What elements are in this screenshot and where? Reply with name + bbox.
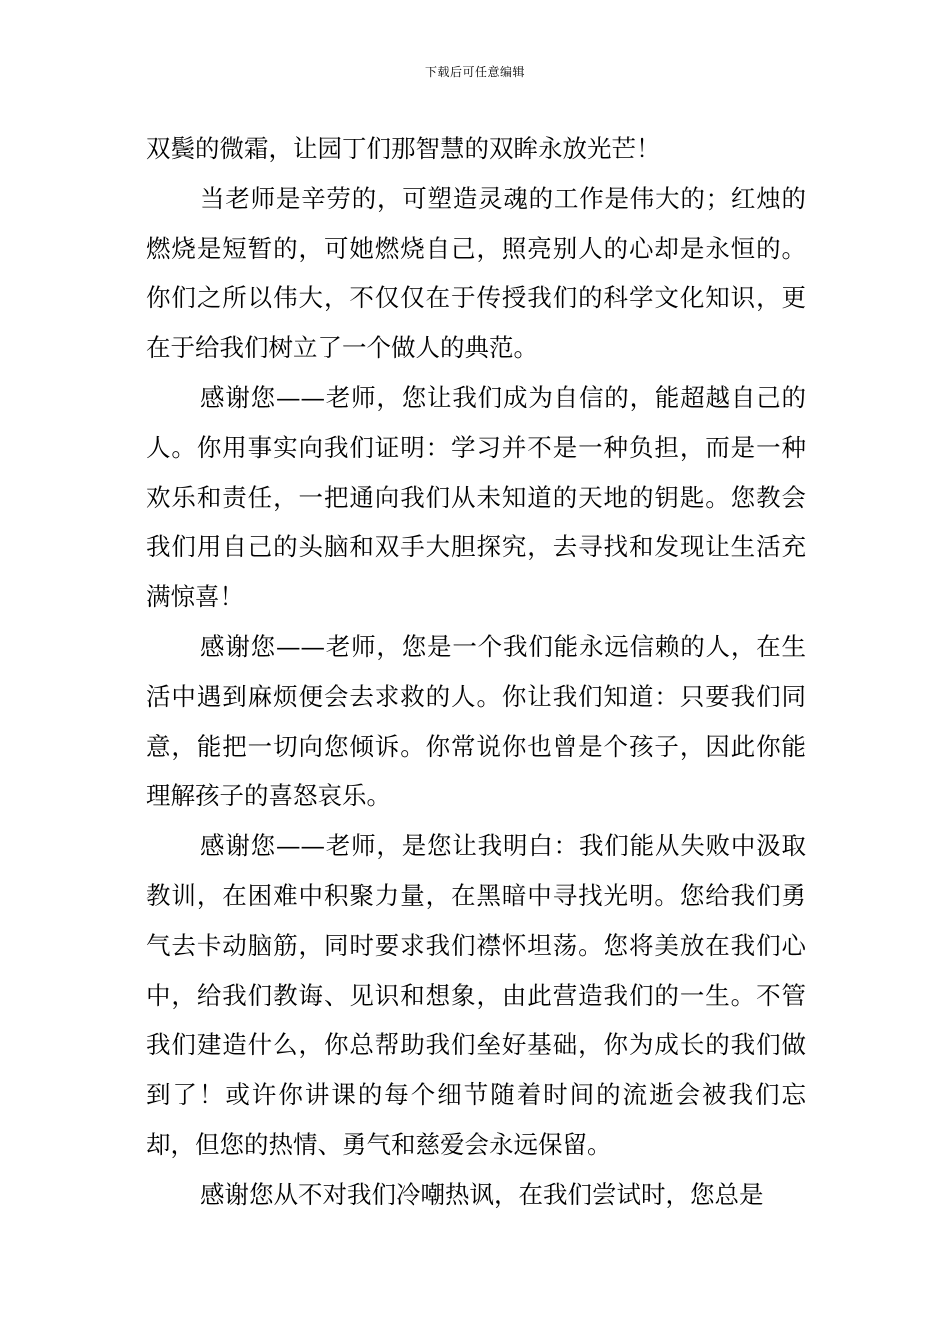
paragraph-6: 感谢您从不对我们冷嘲热讽，在我们尝试时，您总是	[200, 1179, 764, 1209]
paragraph-1: 双鬓的微霜，让园丁们那智慧的双眸永放光芒！	[146, 134, 661, 163]
page-header: 下载后可任意编辑	[424, 65, 525, 79]
paragraph-2: 当老师是辛劳的，可塑造灵魂的工作是伟大的；红烛的燃烧是短暂的，可她燃烧自己，照亮别人的心却是永恒的。你们之所以伟大，不仅仅在于传授我们的科学文化知识，更在于给我们树立了一个做人的典范。	[146, 183, 806, 363]
paragraph-5: 感谢您——老师，是您让我明白：我们能从失败中汲取教训，在困难中积聚力量，在黑暗中寻找光明。您给我们勇气去卡动脑筋，同时要求我们襟怀坦荡。您将美放在我们心中，给我们教诲、见识和想象，由此营造我们的一生。不管我们建造什么，你总帮助我们垒好基础，你为成长的我们做到了！或许你讲课的每个细节随着时间的流逝会被我们忘却，但您的热情、勇气和慈爱会永远保留。	[146, 831, 806, 1159]
paragraph-3: 感谢您——老师，您让我们成为自信的，能超越自己的人。你用事实向我们证明：学习并不是一种负担，而是一种欢乐和责任，一把通向我们从未知道的天地的钥匙。您教会我们用自己的头脑和双手大胆探究，去寻找和发现让生活充满惊喜！	[146, 382, 806, 612]
paragraph-4: 感谢您——老师，您是一个我们能永远信赖的人，在生活中遇到麻烦便会去求救的人。你让我们知道：只要我们同意，能把一切向您倾诉。你常说你也曾是个孩子，因此你能理解孩子的喜怒哀乐。	[146, 631, 806, 811]
document-body	[146, 124, 806, 1220]
